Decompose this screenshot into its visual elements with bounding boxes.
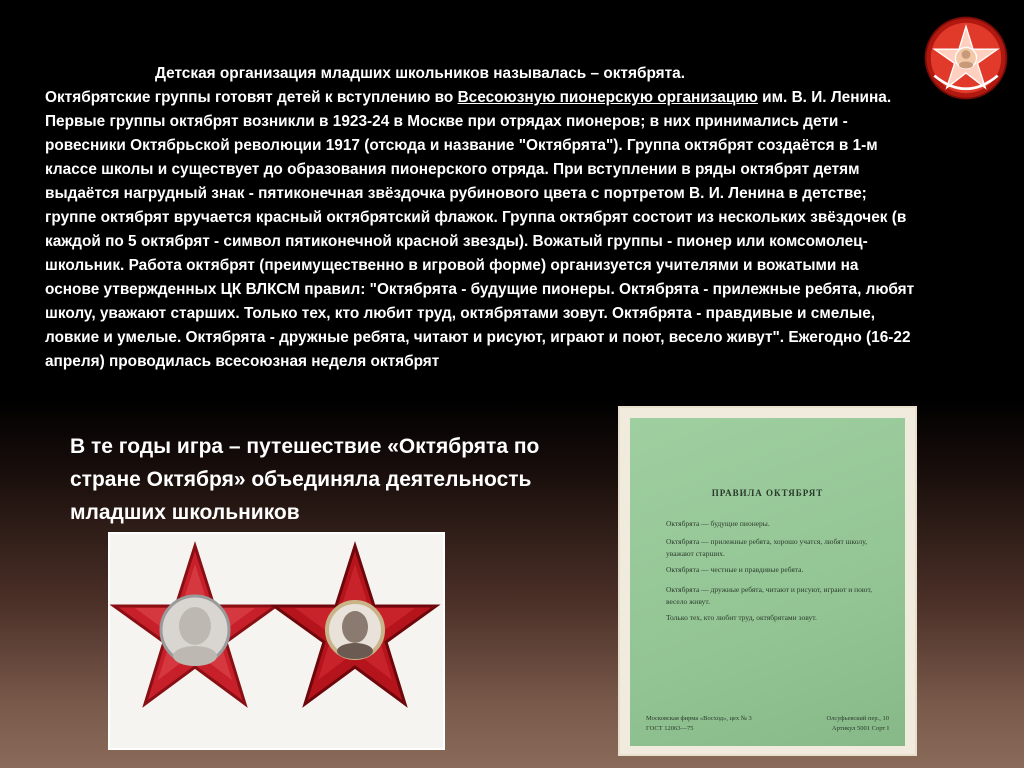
- booklet-footer-left: Московская фирма «Восход», цех № 3 ГОСТ 12063—75: [646, 715, 752, 732]
- rules-booklet-photo: [618, 406, 917, 756]
- octobrist-badges-image: [110, 534, 443, 748]
- booklet-rule: Октябрята — будущие пионеры.: [666, 519, 770, 528]
- star-badge-left-icon: [114, 546, 276, 704]
- pioneer-emblem-icon: [922, 14, 1010, 102]
- booklet-footer-right: Олсуфьевский пер., 10 Артикул 5001 Сорт I: [826, 715, 889, 732]
- booklet-rule: Только тех, кто любит труд, октябрятами зовут.: [666, 613, 817, 622]
- pioneer-organization-link[interactable]: Всесоюзную пионерскую организацию: [457, 89, 758, 106]
- booklet-rule: Октябрята — дружные ребята, читают и рисуют, играют и поют, весело живут.: [666, 585, 873, 606]
- booklet-title: ПРАВИЛА ОКТЯБРЯТ: [711, 488, 824, 498]
- booklet-rule: Октябрята — прилежные ребята, хорошо учатся, любят школу, уважают старших.: [666, 537, 867, 558]
- main-text-block: [45, 62, 915, 374]
- game-description-text: В те годы игра – путешествие «Октябрята по стране Октября» объединяла деятельность младших школьников: [70, 435, 540, 524]
- booklet-page: [630, 418, 905, 746]
- heading-line: Детская организация младших школьников называлась – октябрята.: [154, 65, 686, 82]
- star-badge-right-icon: [274, 546, 436, 704]
- paragraph-part-1: Октябрятские группы готовят детей к вступлению во: [45, 89, 458, 106]
- booklet-rule: Октябрята — честные и правдивые ребята.: [666, 565, 804, 574]
- paragraph-part-2: им. В. И. Ленина. Первые группы октябрят возникли в 1923-24 в Москве при отрядах пионеров; в них принимались дети - ровесники Октябрьской революции 1917 (отсюда и название "Октябрята"). Группа октябрят создаётся в 1-м классе школы и существует до образования пионерского отряда. При вступлении в ряды октябрят детям выдаётся нагрудный знак - пятиконечная звёздочка рубинового цвета с портретом В. И. Ленина в детстве; группе октябрят вручается красный октябрятский флажок. Группа октябрят состоит из нескольких звёздочек (в каждой по 5 октябрят - символ пятиконечной красной звезды). Вожатый группы - пионер или комсомолец-школьник. Работа октябрят (преимущественно в игровой форме) организуется учителями и вожатыми на основе утвержденных ЦК ВЛКСМ правил: "Октябрята - будущие пионеры. Октябрята - прилежные ребята, любят школу, уважают старших. Только тех, кто любит труд, октябрятами зовут. Октябрята - правдивые и смелые, ловкие и умелые. Октябрята - дружные ребята, читают и рисуют, играют и поют, весело живут". Ежегодно (16-22 апреля) проводилась всесоюзная неделя октябрят: [45, 89, 915, 370]
- badges-photo: [108, 532, 445, 750]
- booklet-footer: [646, 714, 889, 734]
